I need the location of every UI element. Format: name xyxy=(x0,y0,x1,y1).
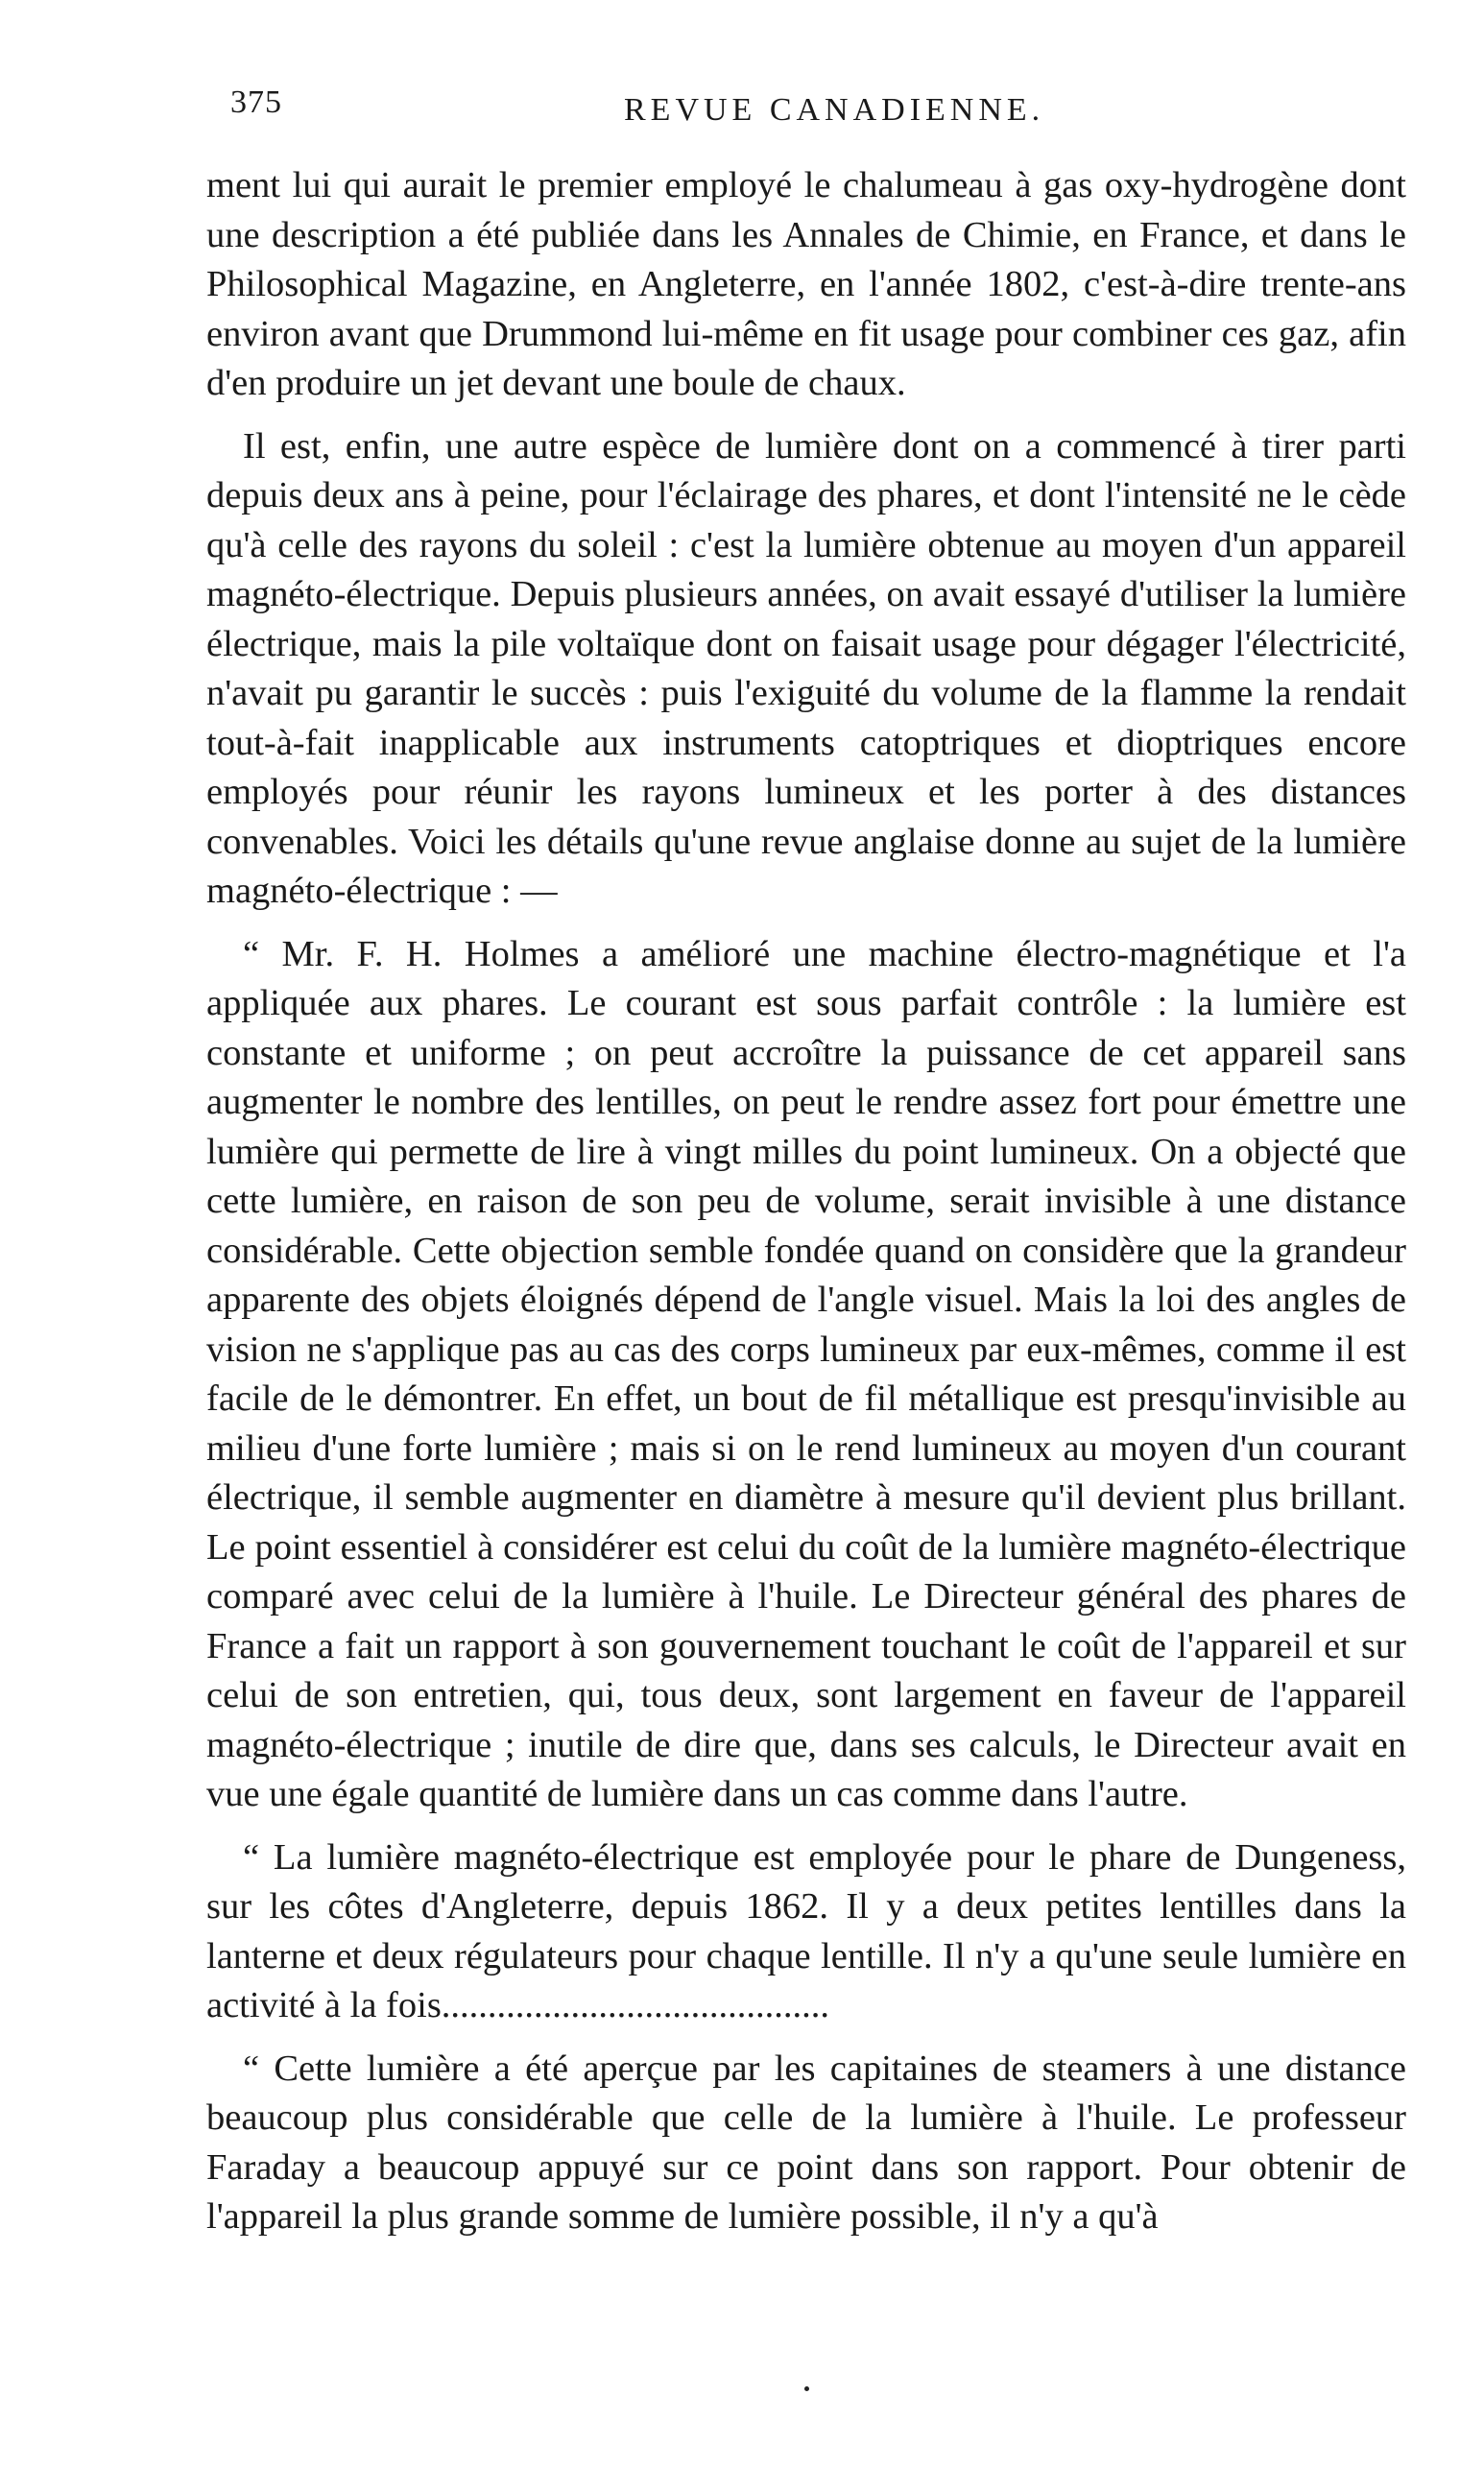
paragraph-4: “ La lumière magnéto-électrique est employée pour le phare de Dungeness, sur les côtes d'Angleterre, depuis 1862. Il y a deux petites lentilles dans la lanterne et deux régulateurs pour chaque lentille. Il n'y a qu'une seule lumière en activité à la fois.......................................... xyxy=(206,1836,1406,2025)
paragraph-2: Il est, enfin, une autre espèce de lumière dont on a commencé à tirer parti depuis deux ans à peine, pour l'éclairage des phares, et dont l'intensité ne le cède qu'à celle des rayons du soleil : c'est la lumière obtenue au moyen d'un appareil magnéto-électrique. Depuis plusieurs années, on avait essayé d'utiliser la lumière électrique, mais la pile voltaïque dont on faisait usage pour dégager l'électricité, n'avait pu garantir le succès : puis l'exiguité du volume de la flamme la rendait tout-à-fait inapplicable aux instruments catoptriques et dioptriques encore employés pour réunir les rayons lumineux et les porter à des distances convenables. Voici les détails qu'une revue anglaise donne au sujet de la lumière magnéto-électrique : — xyxy=(206,425,1406,911)
running-title: REVUE CANADIENNE. xyxy=(624,92,1045,128)
body-text xyxy=(206,161,1406,2256)
print-speck xyxy=(804,2386,809,2391)
page-number: 375 xyxy=(230,84,282,120)
paragraph-1: ment lui qui aurait le premier employé le chalumeau à gas oxy-hydrogène dont une description a été publiée dans les Annales de Chimie, en France, et dans le Philosophical Magazine, en Angleterre, en l'année 1802, c'est-à-dire trente-ans environ avant que Drummond lui-même en fit usage pour combiner ces gaz, afin d'en produire un jet devant une boule de chaux. xyxy=(206,165,1406,403)
paragraph-5: “ Cette lumière a été aperçue par les capitaines de steamers à une distance beaucoup plus considérable que celle de la lumière à l'huile. Le professeur Faraday a beaucoup appuyé sur ce point dans son rapport. Pour obtenir de l'appareil la plus grande somme de lumière possible, il n'y a qu'à xyxy=(206,2048,1406,2237)
page-header xyxy=(230,84,1401,142)
paragraph-3: “ Mr. F. H. Holmes a amélioré une machine électro-magnétique et l'a appliquée aux phares. Le courant est sous parfait contrôle : la lumière est constante et uniforme ; on peut accroître la puissance de cet appareil sans augmenter le nombre des lentilles, on peut le rendre assez fort pour émettre une lumière qui permette de lire à vingt milles du point lumineux. On a objecté que cette lumière, en raison de son peu de volume, serait invisible à une distance considérable. Cette objection semble fondée quand on considère que la grandeur apparente des objets éloignés dépend de l'angle visuel. Mais la loi des angles de vision ne s'applique pas au cas des corps lumineux par eux-mêmes, comme il est facile de le démontrer. En effet, un bout de fil métallique est presqu'invisible au milieu d'une forte lumière ; mais si on le rend lumineux au moyen d'un courant électrique, il semble augmenter en diamètre à mesure qu'il devient plus brillant. Le point essentiel à considérer est celui du coût de la lumière magnéto-électrique comparé avec celui de la lumière à l'huile. Le Directeur général des phares de France a fait un rapport à son gouvernement touchant le coût de l'appareil et sur celui de son entretien, qui, tous deux, sont largement en faveur de l'appareil magnéto-électrique ; inutile de dire que, dans ses calculs, le Directeur avait en vue une égale quantité de lumière dans un cas comme dans l'autre. xyxy=(206,933,1406,1814)
